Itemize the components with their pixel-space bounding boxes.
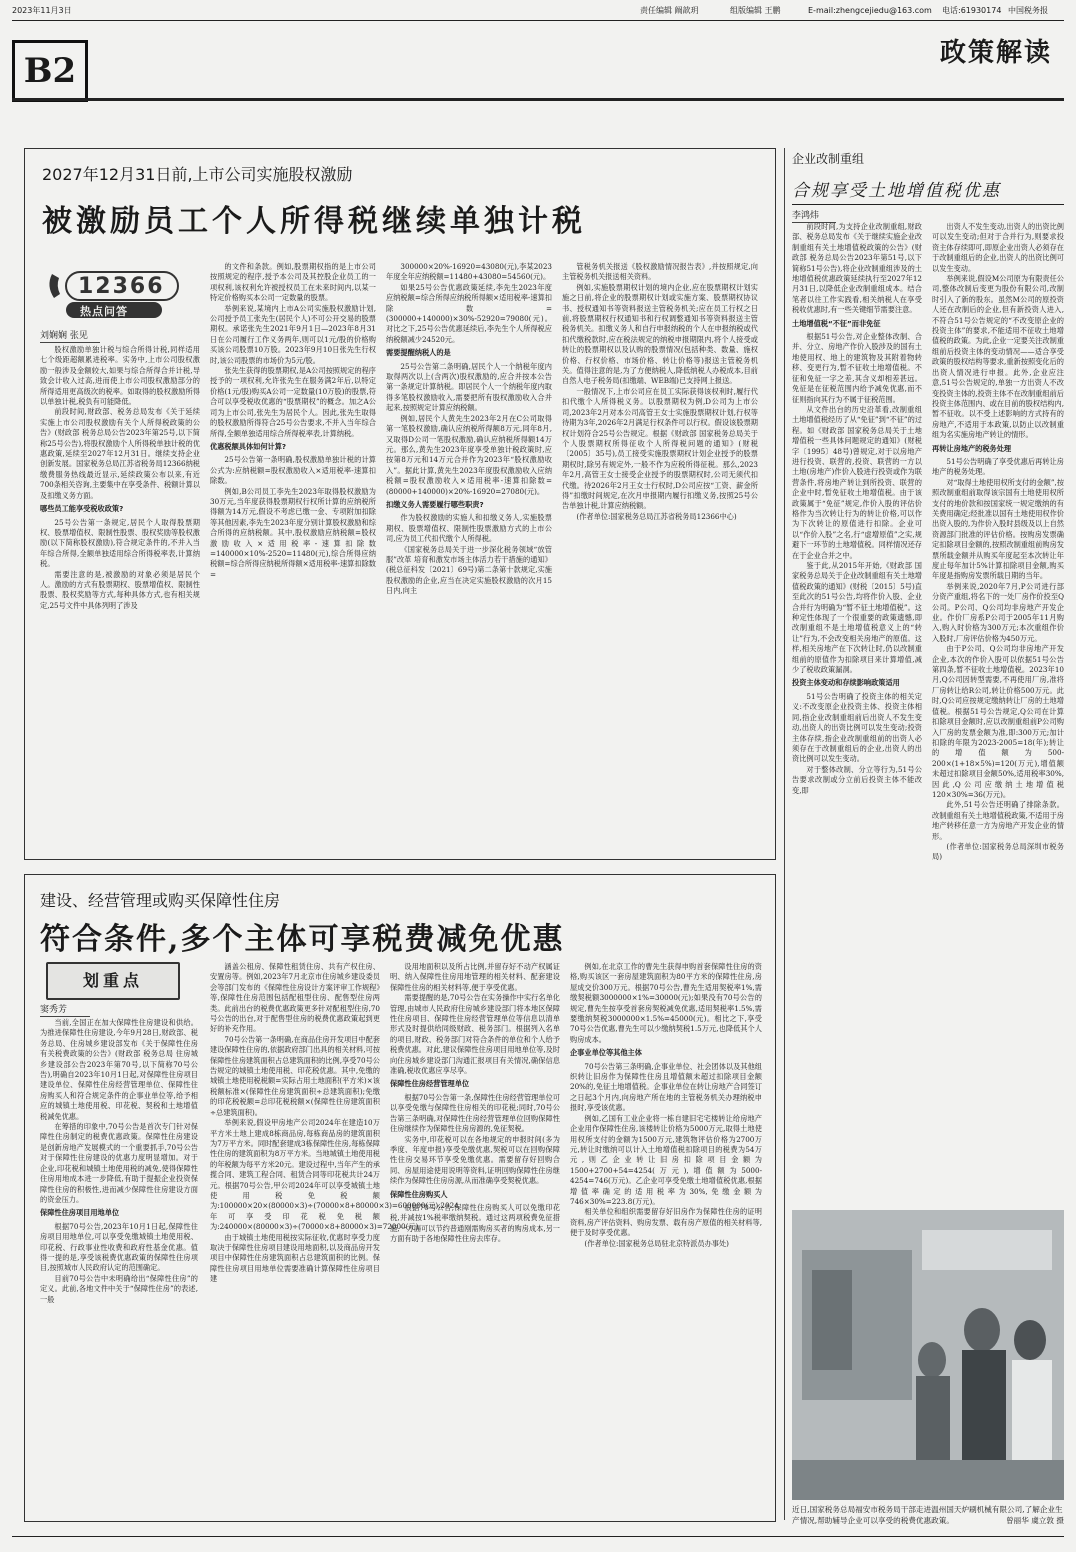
paragraph: 在筹措的印象中,70号公告是首次专门针对保障性住房制定的税费优惠政策。保障性住房建设是创新房地产发展模式的一个重要抓手,70号公告对于保障性住房建设的优惠力度明显增加。对于企业,印花税和城镇土地使用税的减免,使得保障性住房用地成本进一步降低,有助于提振企业投资保障性住房的积极性,进而减少保障性住房建设方面的资金压力。 — [40, 1122, 198, 1204]
paragraph: 目前70号公告中未明确给出“保障性住房”的定义。此前,各地文件中关于“保障性住房”的表述,一般 — [40, 1273, 198, 1304]
bottom-rule — [12, 1536, 1064, 1537]
editor: 责任编辑 阚歆玥 — [640, 6, 699, 15]
hotline-12366-logo — [44, 268, 182, 322]
phone: 电话:61930174 — [942, 6, 1002, 15]
paragraph: 70号公告第一条明确,在商品住房开发项目中配套建设保障性住房的,依据政府部门出具的相关材料,可按保障性住房建筑面积占总建筑面积的比例,享受70号公告规定的城镇土地使用税、印花税优惠。其中,免缴的城镇土地使用税税额=实际占用土地面积(平方米)×该税额标准×(保障性住房建筑面积÷总建筑面积);免缴的印花税税额=总印花税税额×(保障性住房建筑面积÷总建筑面积)。 — [210, 1034, 380, 1117]
subhead: 投资主体变动和存续影响政策适用 — [792, 678, 900, 688]
page-number: B2 — [12, 40, 88, 102]
paragraph: 对“取得土地使用权所支付的金额”,按照改制重组前取得该宗国有土地使用权所支付的地价款和按国家统一规定缴纳的有关费用确定;经批准以国有土地使用权作价出资入股的,为作价入股时县级及以上自然资源部门批准的评估价格。按购房发票确定扣除项目金额的,按照改制重组前购房发票所载金额并从购买年度起至本次转让年度止每年加计5%计算扣除项目金额,购买年度是指购房发票所载日期的当年。 — [932, 477, 1064, 581]
paragraph: 管税务机关报送《股权激励情况报告表》,并按照规定,向主管税务机关报送相关资料。 — [562, 262, 758, 282]
paragraph: 根据70号公告第一条,保障性住房经营管理单位可以享受免缴与保障性住房相关的印花税;同时,70号公告第三条明确,对保障性住房经营管理单位回购保障性住房继续作为保障性住房房源的,免征契税。 — [390, 1092, 560, 1134]
subhead: 再转让房地产的税务处理 — [932, 443, 1012, 453]
paragraph: 70号公告第三条明确,企事业单位、社会团体以及其他组织转让旧房作为保障性住房且增值额未超过扣除项目金额20%的,免征土地增值税。企事业单位在转让房地产合同签订之日起3个月内,向房地产所在地的主管税务机关办理纳税申报时,享受该优惠。 — [570, 1061, 762, 1113]
paragraph: 相关单位和组织需要留存好旧房作为保障性住房的证明资料,房产评估资料、购房发票、载有房产原值的相关材料等,便于及时享受优惠。 — [570, 1207, 762, 1238]
paragraph: 25号公告第一条明确,股权激励单独计税的计算公式为:应纳税额=股权激励收入×适用税率-速算扣除数。 — [210, 455, 376, 486]
paragraph: 出资人不发生变动,出资人的出资比例可以发生变动;但对于合并行为,则要求投资主体存续即可,即原企业出资人必须存在于改制重组后的企业,出资人的出资比例可以发生变动。 — [932, 222, 1064, 273]
page-header-bar — [12, 6, 1064, 18]
issue-date: 2023年11月3日 — [12, 6, 72, 15]
logo-subtitle: 热点问答 — [80, 305, 128, 318]
article-2-headline: 符合条件,多个主体可享税费减免优惠 — [40, 922, 565, 957]
article-3-headline: 合规享受土地增值税优惠 — [792, 181, 1001, 201]
paragraph: 例如,在北京工作的曹先生获得申购首套保障性住房的资格,购买该区一套房屋建筑面积为80平方米的保障性住房,房屋成交价300万元。根据70号公告,曹先生适用契税率1%,需缴契税额3000000×1%=30000(元);如果没有70号公告的规定,曹先生按享受首套房契税减免优惠,适用契税率1.5%,需要缴纳契税3000000×1.5%=45000(元)。相比之下,享受70号公告优惠,曹先生可以少缴纳契税1.5万元,也降低其个人购房成本。 — [570, 962, 762, 1044]
article-3-column-1 — [792, 222, 922, 1208]
paragraph: 作为股权激励的实施人和扣缴义务人,实施股票期权、股票增值权、限制性股票激励方式的上市公司,应为员工代扣代缴个人所得税。 — [386, 513, 552, 544]
subhead: 哪些员工能享受税收政策? — [40, 504, 124, 514]
photo-caption — [792, 1504, 1064, 1526]
article-1-kicker: 2027年12月31日前,上市公司实施股权激励 — [42, 165, 353, 184]
paragraph: 需要注意的是,被激励的对象必须是居民个人。激励的方式有股票期权、股票增值权、限制性股票、股权奖励等方式,每种具体方式,也有相关规定,25号文件中具体列明了涉及 — [40, 569, 200, 610]
article-2-kicker: 建设、经营管理或购买保障性住房 — [40, 891, 281, 910]
subhead: 保障性住房经营管理单位 — [390, 1079, 470, 1089]
subhead: 保障性住房项目用地单位 — [40, 1208, 120, 1218]
paragraph: 举例来说,假设M公司原为有限责任公司,整体改制后变更为股份有限公司,改制时引入了新的股东。虽然M公司的原投资人还在改制后的企业,但有新投资人进入,不符合51号公告规定的“不改变原企业的投资主体”的要求,不能适用不征收土地增值税的政策。为此,企业一定要关注改制重组前后投资主体的变动情况——适合享受政策的股权结构等要求,重新按照变化后的出资人情况进行申报。此外,企业应注意,51号公告规定的,单独一方出资人不改变投资主体的,投资主体不在改制重组前后投资主体范围内、或在目前的股权结构内,暂不征收。以不受上述影响的方式持有的房地产,不适用于本政策,以防止以改制重组为名实施房地产转让的情形。 — [932, 274, 1064, 440]
paragraph: 对于整体改制、分立等行为,51号公告要求改制或分立前后投资主体不能改变,即 — [792, 764, 922, 795]
paragraph: 举例来说,2020年7月,P公司进行部分资产重组,将名下的一处厂房作价投至Q公司。P公司、Q公司均非房地产开发企业。作价厂房系P公司于2005年11月购入,购入时价格为300万元;本次重组作价入股时,厂房评估价格为450万元。 — [932, 581, 1064, 643]
paragraph: 前段时间,财政部、税务总局发布《关于延续实施上市公司股权激励有关个人所得税政策的公告》(财政部 税务总局公告2023年第25号,以下简称25号公告),将股权激励个人所得税单独计税的优惠政策,延续至2027年12月31日。继续支持企业创新发展。国家税务总局江苏省税务局12366纳税缴费服务热线最近显示,延续政策公布以来,有近700条相关咨询,主要集中在享受条件、税额计算以及扣缴义务方面。 — [40, 407, 200, 500]
subhead: 保障性住房购买人 — [390, 1189, 448, 1199]
subhead: 优惠税额具体如何计算? — [210, 441, 287, 451]
article-3-kicker: 企业改制重组 — [792, 152, 865, 166]
paper-name: 中国税务报 — [1008, 6, 1048, 15]
paragraph: 涵盖公租房、保障性租赁住房、共有产权住房、安置房等。例如,2023年7月北京市住房城乡建设委员会等部门发布的《保障性住房设计方案评审工作规程》等,保障性住房范围包括配租型住房、配售型住房两类。此前出台的税费优惠政策更多针对配租型住房,70号公告的出台,对于配售型住房的税费优惠政策起到更好的补充作用。 — [210, 962, 380, 1034]
author-unit: (作者单位:国家税务总局深圳市税务局) — [932, 841, 1064, 862]
subhead: 扣缴义务人需要履行哪些职责? — [386, 499, 484, 509]
photo-credit: 曾丽华 虞立敦 摄 — [1006, 1516, 1064, 1525]
paragraph: 从文件出台的历史沿革看,改制重组土地增值税经历了从“免征”到“不征”的过程。如《财政部 国家税务总局关于土地增值税一些具体问题规定的通知》(财税字〔1995〕48号)曾规定,对于以房地产进行投资、联营的,投资、联营的一方以土地(房地产)作价入股进行投资或作为联营条件,将房地产转让到所投资、联营的企业中时,暂免征收土地增值税。由于该政策属于“免征”规定,作价入股的评估价格作为当次转让行为的转让价格,可以作为下次转让的原值进行扣除。企业可以“作价入股”之名,行“虚增原值”之实,规避下一环节的土地增值税。同样情况还存在于企业合并之中。 — [792, 404, 922, 560]
key-points-stamp: 划重点 — [46, 962, 180, 1000]
paragraph: 一般情况下,上市公司应在员工实际获得该权利时,履行代扣代缴个人所得税义务。以股票期权为例,D公司为上市公司,2023年2月对本公司高管王女士实施股票期权计划,行权等待期为3年,2026年2月满足行权条件可以行权。假设该股票期权计划符合25号公告规定。根据《财政部 国家税务总局关于个人股票期权所得征收个人所得税问题的通知》(财税〔2005〕35号),员工接受实施股票期权计划企业授予的股票期权时,除另有规定外,一般不作为应税所得征税。那么,2023年2月,高管王女士接受企业授予的股票期权时,公司无须代扣代缴。待2026年2月王女士行权时,D公司应按“工资、薪金所得”扣缴时间规定,在次月申报期内履行扣缴义务,按照25号公告单独计税,计算应纳税额。 — [562, 386, 758, 511]
paragraph: 实务中,印花税可以在各地规定的申报时间(多为季度、年度申报)享受免缴优惠,契税可以在回购保障性住房交易环节享受免缴优惠。需要留存好回购合同、房屋用途使用说明等资料,证明回购保障性住房继续作为保障性住房房源,从而准确享受契税优惠。 — [390, 1134, 560, 1186]
paragraph: 举例来说,假设甲房地产公司2024年在建造10万平方米土地上建成8栋商品房,每栋商品房的建筑面积为7万平方米。同时配套建成3栋保障性住房,每栋保障性住房的建筑面积为8万平方米。当地城镇土地使用税的年税额为每平方米20元。建设过程中,当年产生的承揽合同、建筑工程合同、租赁合同等印花税共计24万元。根据70号公告,甲公司2024年可以享受城镇土地使用税免税额为:100000×20×(80000×3)÷(70000×8+80000×3)=600000(元),2024年可享受印花税免税额为:240000×(80000×3)÷(70000×8+80000×3)=72000(元)。 — [210, 1118, 459, 1232]
article-1-column-1 — [40, 345, 200, 851]
paragraph: 例如,实施股票期权计划的境内企业,应在股票期权计划实施之日前,将企业的股票期权计划或实施方案、股票期权协议书、授权通知书等资料报送主管税务机关;应在员工行权之日前,将股票期权行权通知书和行权调整通知书等资料报送主管税务机关。扣缴义务人和自行申报纳税的个人在申报纳税或代扣代缴税款时,应在税法规定的纳税申报期限内,将个人接受或转让的股票期权以及认购的股票情况(包括种类、数量、施权价格、行权价格、市场价格、转让价格等)报送主管税务机关。值得注意的是,为了方便纳税人,降低纳税人办税成本,目前自然人电子税务局(扣缴端、WEB端)已支持网上报送。 — [562, 282, 758, 386]
paragraph: 25号公告第一条规定,居民个人取得股票期权、股票增值权、限制性股票、股权奖励等股权激励(以下简称股权激励),符合规定条件的,不并入当年综合所得,全额单独适用综合所得税率表,计算纳税。 — [40, 517, 200, 569]
paragraph: 的文件和条款。例如,股票期权指的是上市公司按照规定的程序,授予本公司及其控股企业员工的一项权利,该权利允许被授权员工在未来时间内,以某一特定价格购买本公司一定数量的股票。 — [210, 262, 376, 303]
article-1-column-4 — [562, 262, 758, 852]
column-divider — [784, 148, 785, 1520]
paragraph: 例如,乙国有工业企业将一栋自建旧宅宅楼转让给房地产企业用作保障性住房,该楼转让价格为5000万元,取得土地使用权所支付的金额为1500万元,建筑物评估价格为2700万元,转让时缴纳可以计入土地增值税扣除项目的税费为54万元,则乙企业转让旧房扣除项目金额为1500+2700+54=4254(万元),增值额为5000-4254=746(万元)。乙企业可享受免缴土地增值税优惠,根据增值率确定的适用税率为30%,免缴金额为746×30%=223.8(万元)。 — [570, 1113, 762, 1206]
paragraph: 51号公告明确了享受优惠后再转让房地产的税务处理。 — [932, 456, 1064, 477]
paragraph: 300000×20%-16920=43080(元),李某2023年度全年应纳税额=11480+43080=54560(元)。 — [386, 262, 552, 282]
article-2-column-1 — [40, 1018, 198, 1514]
paragraph: 例如,B公司员工李先生2023年取得股权激励为30万元,当年度获得股票期权行权所计算的应纳税所得额为14万元,假设不考虑已缴一金、专项附加扣除等其他因素,李先生2023年度分别计算股权激励和综合所得的应纳税额。其中,股权激励应纳税额=股权激励收入×适用税率-速算扣除数=140000×10%-2520=11480(元),综合所得应纳税额=综合所得应纳税所得额×适用税率-速算扣除数= — [210, 486, 376, 579]
article-3-byline: 李鸿炜 — [792, 208, 836, 223]
subhead: 土地增值税“不征”而非免征 — [792, 318, 881, 328]
article-1-byline: 刘娴娴 张见 — [40, 328, 100, 343]
article-3-rule — [792, 204, 1064, 205]
email: E-mail:zhengcejiedu@163.com — [808, 6, 932, 15]
paragraph: 此外,51号公告还明确了排除条款。改制重组有关土地增值税政策,不适用于房地产转移任意一方为房地产开发企业的情形。 — [932, 800, 1064, 841]
paragraph: 鉴于此,从2015年开始,《财政部 国家税务总局关于企业改制重组有关土地增值税政策的通知》(财税〔2015〕5号)直至此次的51号公告,均将作价入股、企业合并行为明确为“暂不征土地增值税”。这种定性体现了一个很重要的政策遗憾,即改制重组不是土地增值税意义上的“转让”行为,不会改变相关房地产的原值。这样,相关房地产在下次转让时,仍以改制重组前的原值作为扣除项目来计算增值,减少了税收政策漏洞。 — [792, 561, 922, 675]
section-title: 政策解读 — [939, 38, 1052, 68]
author-unit: (作者单位:国家税务总局驻北京特派员办事处) — [584, 1238, 729, 1248]
top-rule — [12, 20, 1064, 21]
article-1-column-3 — [386, 262, 552, 852]
caption-text: 近日,国家税务总局福安市税务局干部走进温州国天炉刷机械有限公司,了解企业生产情况,帮助辅导企业可以享受的税费优惠政策。 — [792, 1505, 1063, 1525]
paragraph: 举例来说,某境内上市A公司实施股权激励计划,公司授予员工张先生(居民个人)不可公开交易的股票期权。承诺张先生2021年9月1日—2023年8月31日在公司履行工作义务两年,则可以1元/股的价格购买该公司股票10万股。2023年9月10日张先生行权时,该公司股票的市场价为5元/股。 — [210, 303, 376, 365]
author-unit: (作者单位:国家税务总局江苏省税务局12366中心) — [576, 511, 737, 521]
paragraph: 如果25号公告优惠政策延续,李先生2023年度应纳税额=综合所得应纳税所得额×适用税率-速算扣除数=(300000+140000)×30%-52920=79080(元)。对比之下,25号公告优惠延续后,李先生个人所得税应纳税额减少24520元。 — [386, 282, 552, 344]
paragraph: 根据51号公告,对企业整体改制、合并、分立、房地产作价入股涉及的国有土地使用权、地上的建筑物及其附着物转移、变更行为,暂不征收土地增值税。不征和免征一字之差,其含义却相差甚远。免征是在征税范围内给予减免优惠,而不征则指向其行为不属于征税范围。 — [792, 332, 922, 404]
subhead: 企事业单位等其他主体 — [570, 1048, 642, 1058]
article-2-column-3 — [390, 962, 560, 1514]
header-rule — [12, 98, 1064, 101]
news-photo — [792, 1210, 1064, 1500]
paragraph: 前段时间,为支持企业改制重组,财政部、税务总局发布《关于继续实施企业改制重组有关土地增值税政策的公告》(财政部 税务总局公告2023年第51号,以下简称51号公告),将企业改制重组涉及的土地增值税优惠政策延续执行至2027年12月31日,以降低企业改制重组成本。结合笔者以往工作实践看,相关纳税人在享受税收优惠时,有一些关键细节需要注意。 — [792, 222, 922, 315]
paragraph: 由于城镇土地使用税按实际征收,优惠时享受力度取决于保障性住房项目建设用地面积,以及商品房开发项目中保障性住房建筑面积占总建筑面积的比例。保障性住房项目用地单位需要准确计算保障性住房项目建 — [210, 1232, 380, 1284]
paragraph: 当前,全国正在加大保障性住房建设和供给。为推进保障性住房建设,今年9月28日,财政部、税务总局、住房城乡建设部发布《关于保障性住房有关税费政策的公告》(财政部 税务总局 住房城乡建设部公告2023年第70号,以下简称70号公告),明确自2023年10月1日起,对保障性住房项目建设单位、保障性住房经营管理单位、保障性住房购买人和符合规定条件的企事业单位等,给予相应的城镇土地使用税、印花税、契税和土地增值税减免优惠。 — [40, 1018, 198, 1121]
article-2-column-4 — [570, 962, 762, 1514]
subhead: 需要提醒纳税人的是 — [386, 348, 451, 358]
article-1-column-2 — [210, 262, 376, 852]
paragraph: 根据70号公告,2023年10月1日起,保障性住房项目用地单位,可以享受免缴城镇土地使用税、印花税、行政事业性收费和政府性基金优惠。值得一提的是,享受该税费优惠政策的保障性住房项目,按照城市人民政府认定的范围确定。 — [40, 1221, 198, 1273]
layout-editor: 组版编辑 王鹏 — [730, 6, 781, 15]
paragraph: 《国家税务总局关于进一步深化税务领域“放管服”改革 培育和激发市场主体活力若干措施的通知》(税总征科发〔2021〕69号)第二条第十款规定,实施股权激励的企业,应当在决定实施股权激励的次月15日内,向主 — [386, 544, 552, 596]
paragraph: 股权激励单独计税与综合所得计税,同样适用七个级距超额累进税率。实务中,上市公司股权激励一般涉及金额较大,如果与综合所得合并计税,导致会计收入过高,进而使上市公司股权激励部分的所得适用更高级次的税率。如取得的股权激励所得以单独计税,税负有可能降低。 — [40, 345, 200, 407]
paragraph: 张先生获得的股票期权,是A公司按照规定的程序授予的一项权利,允许张先生在服务满2年后,以特定价格(1元/股)购买A公司一定数量(10万股)的股票,符合可以享受税收优惠的“股票期权”的概念。加之A公司为上市公司,张先生为居民个人。因此,张先生取得的股权激励所得符合25号公告要求,不并入当年综合所得,全额单独适用综合所得税率表,计算纳税。 — [210, 366, 376, 438]
paragraph: 需要提醒的是,70号公告在实务操作中实行名单化管理,由城市人民政府住房城乡建设部门将本地区保障性住房项目、保障性住房经营管理单位等信息以清单形式及时提供给同级财政、税务部门。根据列入名单的项目,财政、税务部门对符合条件的单位和个人给予税费优惠。对此,建议保障性住房项目用地单位等,及时向住房城乡建设部门沟通汇报项目有关情况,确保信息准确,税收优惠应享尽享。 — [390, 993, 560, 1076]
article-3-column-2 — [932, 222, 1064, 1208]
paragraph: 51号公告明确了投资主体的相关定义:不改变原企业投资主体、投资主体相同,指企业改制重组前后出资人不发生变动,出资人的出资比例可以发生变动;投资主体存续,指企业改制重组前的出资人必须存在于改制重组后的企业,出资人的出资比例可以发生变动。 — [792, 691, 922, 764]
paragraph: 根据70号公告,保障性住房购买人可以免缴印花税,并减按1%税率缴纳契税。通过这两项税费免征措施,一方面可以节约普通刚需购房买者的购房成本,另一方面有助于各地保障性住房去库存。 — [390, 1202, 560, 1244]
article-2-byline: 窦秀芳 — [40, 1002, 90, 1017]
paragraph: 设用地面积以及所占比例,并留存好不动产权属证明、纳入保障性住房用地管理的相关材料、配套建设保障性住房的相关材料等,便于享受优惠。 — [390, 962, 560, 992]
logo-number: 12366 — [78, 274, 165, 299]
article-1-headline: 被激励员工个人所得税继续单独计税 — [42, 204, 586, 239]
paragraph: 例如,居民个人黄先生2023年2月在C公司取得第一笔股权激励,确认应纳税所得额8万元,同年8月,又取得D公司一笔股权激励,确认应纳税所得额14万元。那么,黄先生2023年度享受单独计税政策时,应按第8万元和14万元合并作为2023年“股权激励收入”。据此计算,黄先生2023年度股权激励收入应纳税额=股权激励收入×适用税率-速算扣除数=(80000+140000)×20%-16920=27080(元)。 — [386, 413, 552, 496]
paragraph: 由于P公司、Q公司均非房地产开发企业,本次的作价入股可以依据51号公告第四条,暂不征收土地增值税。2023年10月,Q公司因转型需要,不再使用厂房,准将厂房转让给R公司,转让价格500万元。此时,Q公司应按规定缴纳转让厂房的土地增值税。根据51号公告规定,Q公司在计算扣除项目金额时,应以改制重组前P公司购入厂房的发票金额为准,即:300万元;加计扣除的年限为2023-2005=18(年);转让的增值额为500-200×(1+18×5%)=120(万元),增值额未超过扣除项目金额50%,适用税率30%,因此,Q公司应缴纳土地增值税120×30%=36(万元)。 — [932, 644, 1064, 799]
paragraph: 25号公告第二条明确,居民个人一个纳税年度内取得两次以上(含两次)股权激励的,应合并按本公告第一条规定计算纳税。即居民个人一个纳税年度内取得多笔股权激励收入,需要把所有股权激励收入合并起来,按照规定计算应纳税额。 — [386, 361, 552, 413]
